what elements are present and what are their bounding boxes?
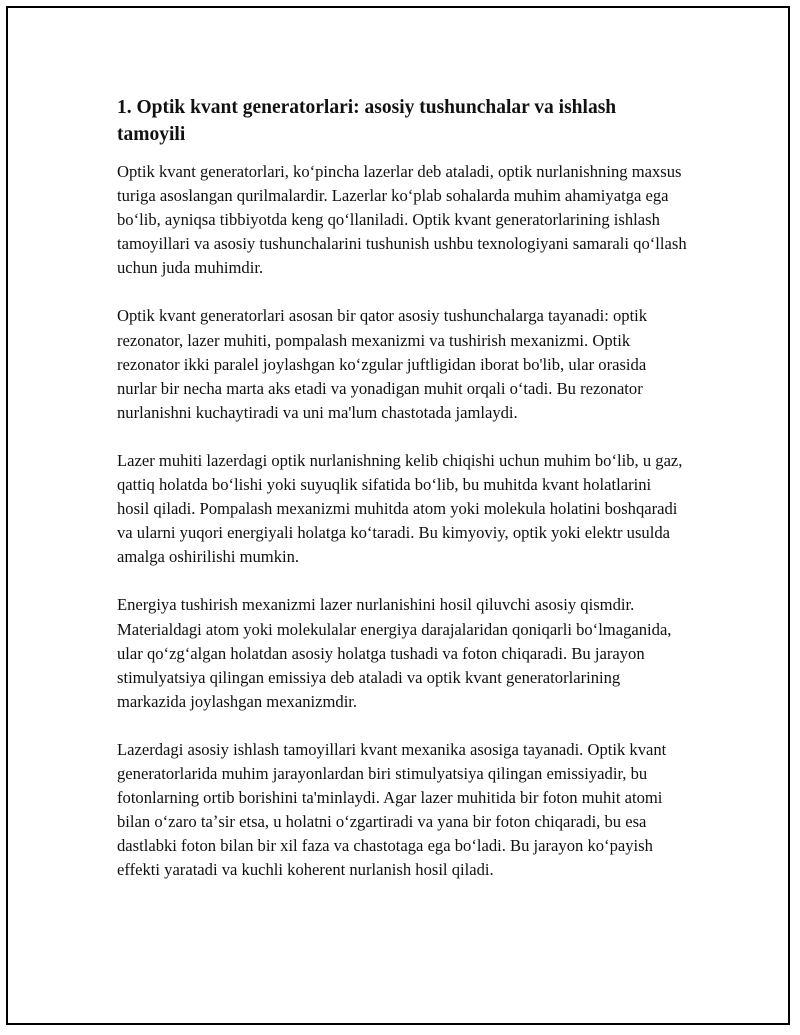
- paragraph-core-concepts: Optik kvant generatorlari asosan bir qator asosiy tushunchalarga tayanadi: optik rezonator, lazer muhiti, pompalash mexanizmi va tushirish mexanizmi. Optik rezonator ikki paralel joylashgan koʻzgular juftligidan iborat bo'lib, ular orasida nurlar bir necha marta aks etadi va yonadigan muhit orqali oʻtadi. Bu rezonator nurlanishni kuchaytiradi va uni ma'lum chastotada jamlaydi.: [117, 306, 648, 422]
- paragraph-emission-mechanism: Energiya tushirish mexanizmi lazer nurlanishini hosil qiluvchi asosiy qismdir. Materialdagi atom yoki molekulalar energiya darajalaridan qoniqarli boʻlmaganida, ular qoʻzgʻalgan holatdan asosiy holatga tushadi va foton chiqaradi. Bu jarayon stimulyatsiya qilingan emissiya deb ataladi va optik kvant generatorlarining markazida joylashgan mexanizmdir.: [117, 595, 672, 711]
- paragraph-laser-medium: Lazer muhiti lazerdagi optik nurlanishning kelib chiqishi uchun muhim boʻlib, u gaz, qattiq holatda boʻlishi yoki suyuqlik sifatida boʻlib, bu muhitda kvant holatlarini hosil qiladi. Pompalash mexanizmi muhitda atom yoki molekula holatini boshqaradi va ularni yuqori energiyali holatga koʻtaradi. Bu kimyoviy, optik yoki elektr usulda amalga oshirilishi mumkin.: [117, 450, 683, 567]
- section-heading: 1. Optik kvant generatorlari: asosiy tushunchalar va ishlash tamoyili: [117, 97, 617, 145]
- paragraph-intro: Optik kvant generatorlari, koʻpincha lazerlar deb ataladi, optik nurlanishning maxsus turiga asoslangan qurilmalardir. Lazerlar koʻplab sohalarda muhim ahamiyatga ega boʻlib, ayniqsa tibbiyotda keng qoʻllaniladi. Optik kvant generatorlarining ishlash tamoyillari va asosiy tushunchalarini tushunish ushbu texnologiyani samarali qoʻllash uchun juda muhimdir.: [117, 162, 687, 278]
- document-body: [117, 94, 687, 906]
- paragraph-working-principles: Lazerdagi asosiy ishlash tamoyillari kvant mexanika asosiga tayanadi. Optik kvant generatorlarida muhim jarayonlardan biri stimulyatsiya qilingan emissiyadir, bu fotonlarning ortib borishini ta'minlaydi. Agar lazer muhitida bir foton muhit atomi bilan oʻzaro taʼsir etsa, u holatni oʻzgartiradi va yana bir foton chiqaradi, bu esa dastlabki foton bilan bir xil faza va chastotaga ega boʻladi. Bu jarayon koʻpayish effekti yaratadi va kuchli koherent nurlanish hosil qiladi.: [117, 739, 667, 880]
